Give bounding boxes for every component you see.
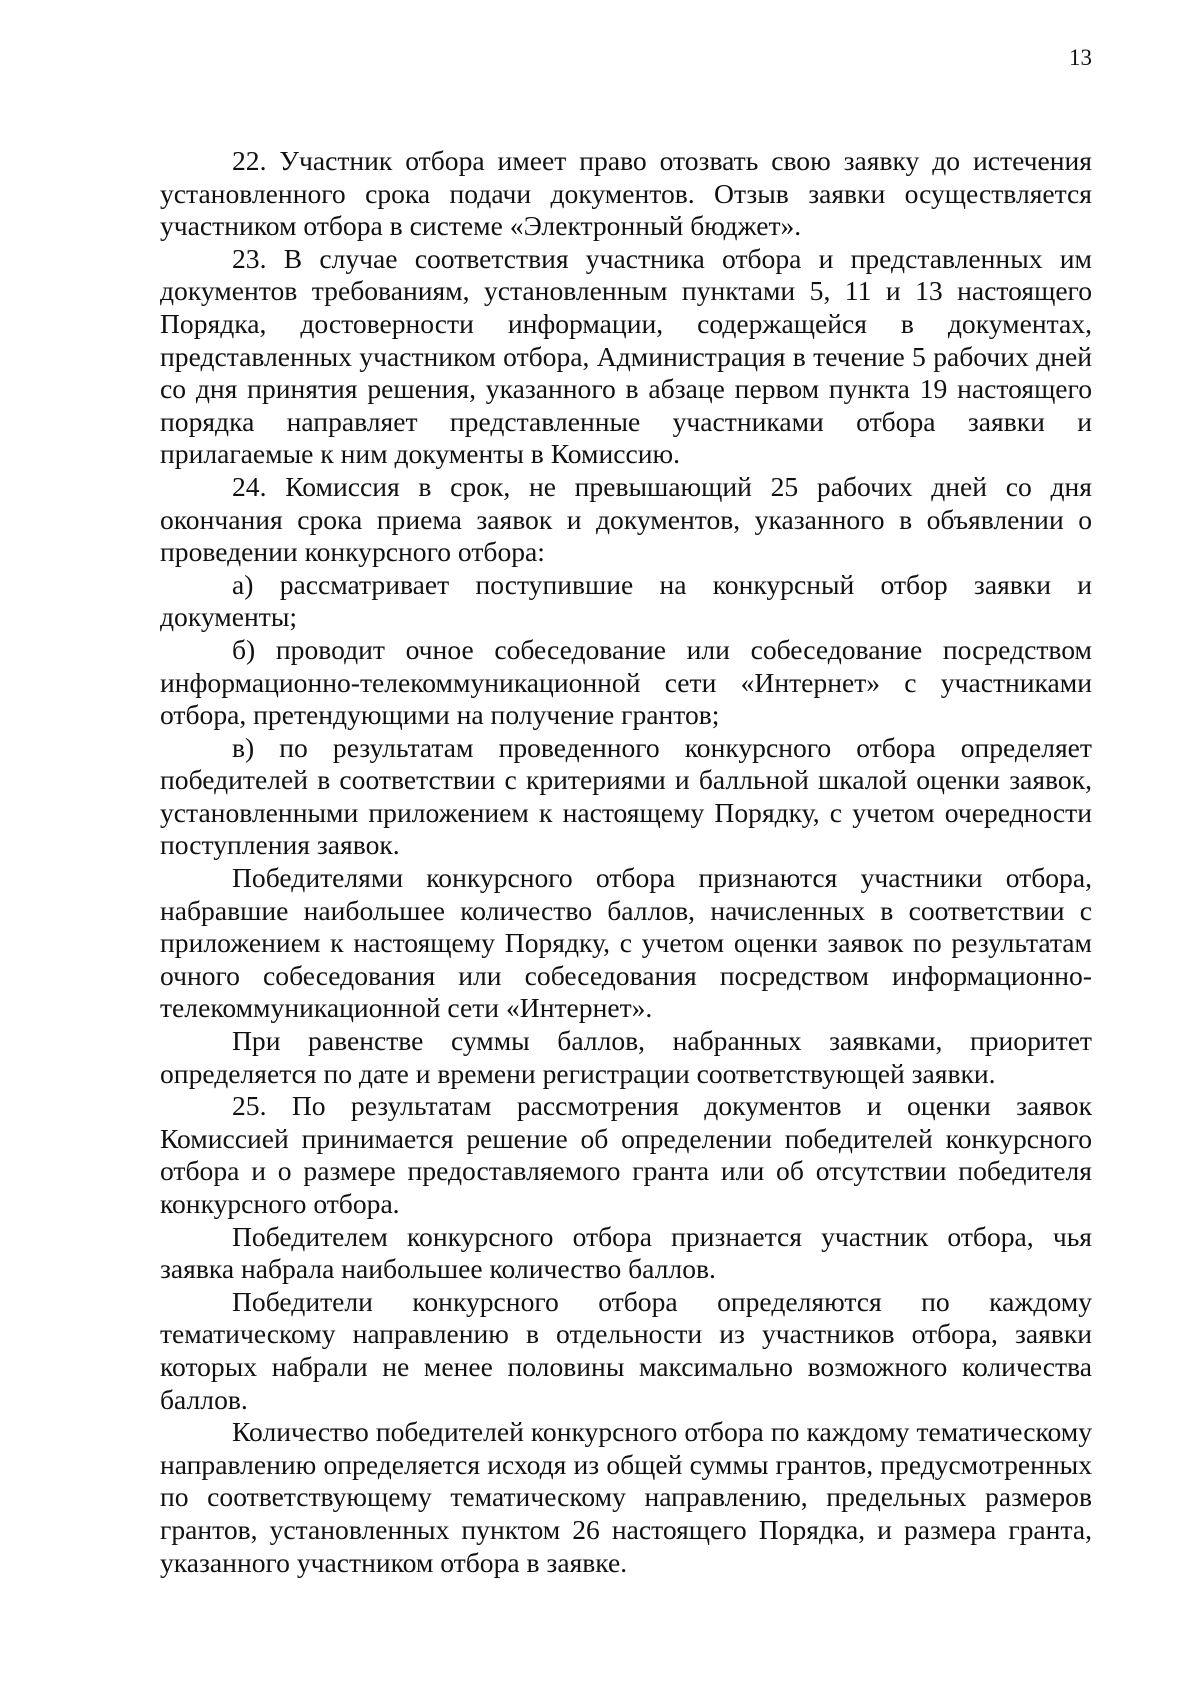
paragraph-22: 22. Участник отбора имеет право отозвать свою заявку до истечения установленного срока подачи документов. Отзыв заявки осуществляется участником отбора в системе «Электронный бюджет». bbox=[160, 145, 1092, 242]
paragraph-24-a: а) рассматривает поступившие на конкурсный отбор заявки и документы; bbox=[160, 568, 1092, 633]
paragraph-winners-by-direction: Победители конкурсного отбора определяются по каждому тематическому направлению в отдельности из участников отбора, заявки которых набрали не менее половины максимально возможного количества баллов. bbox=[160, 1285, 1092, 1415]
paragraph-23: 23. В случае соответствия участника отбора и представленных им документов требованиям, установленным пунктами 5, 11 и 13 настоящего Порядка, достоверности информации, содержащейся в документах, представленных участником отбора, Администрация в течение 5 рабочих дней со дня принятия решения, указанного в абзаце первом пункта 19 настоящего порядка направляет представленные участниками отбора заявки и прилагаемые к ним документы в Комиссию. bbox=[160, 242, 1092, 470]
paragraph-25: 25. По результатам рассмотрения документов и оценки заявок Комиссией принимается решение об определении победителей конкурсного отбора и о размере предоставляемого гранта или об отсутствии победителя конкурсного отбора. bbox=[160, 1090, 1092, 1219]
paragraph-winner-definition: Победителем конкурсного отбора признается участник отбора, чья заявка набрала наибольшее количество баллов. bbox=[160, 1220, 1092, 1285]
paragraph-24-b: б) проводит очное собеседование или собеседование посредством информационно-телекоммуникационной сети «Интернет» с участниками отбора, претендующими на получение грантов; bbox=[160, 633, 1092, 731]
page-number: 13 bbox=[1069, 45, 1092, 70]
paragraph-winners-criteria: Победителями конкурсного отбора признаются участники отбора, набравшие наибольшее количество баллов, начисленных в соответствии с приложением к настоящему Порядку, с учетом оценки заявок по результатам очного собеседования или собеседования посредством информационно-телекоммуникационной сети «Интернет». bbox=[160, 862, 1092, 1024]
paragraph-number-of-winners: Количество победителей конкурсного отбора по каждому тематическому направлению определяется исходя из общей суммы грантов, предусмотренных по соответствующему тематическому направлению, предельных размеров грантов, установленных пунктом 26 настоящего Порядка, и размера гранта, указанного участником отбора в заявке. bbox=[160, 1416, 1092, 1578]
paragraph-24: 24. Комиссия в срок, не превышающий 25 рабочих дней со дня окончания срока приема заявок и документов, указанного в объявлении о проведении конкурсного отбора: bbox=[160, 470, 1092, 568]
paragraph-24-v: в) по результатам проведенного конкурсного отбора определяет победителей в соответствии с критериями и балльной шкалой оценки заявок, установленными приложением к настоящему Порядку, с учетом очередности поступления заявок. bbox=[160, 731, 1092, 861]
paragraph-equal-scores: При равенстве суммы баллов, набранных заявками, приоритет определяется по дате и времени регистрации соответствующей заявки. bbox=[160, 1025, 1092, 1089]
document-body bbox=[160, 145, 1092, 1579]
